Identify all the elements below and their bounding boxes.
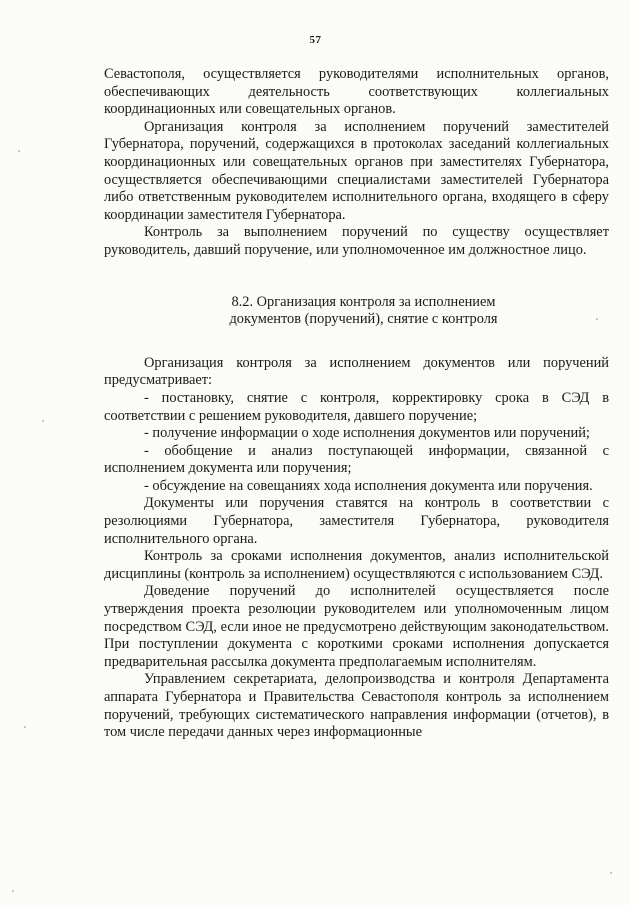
paragraph-resolutions: Документы или поручения ставятся на контроль в соответствии с резолюциями Губернатора, заместителя Губернатора, руководителя исполнительного органа. bbox=[104, 495, 609, 547]
list-item-discussion: - обсуждение на совещаниях хода исполнения документа или поручения. bbox=[144, 477, 593, 494]
scan-speck bbox=[610, 872, 612, 874]
paragraph-secretariat: Управлением секретариата, делопроизводства и контроля Департамента аппарата Губернатора и Правительства Севастополя контроль за исполнением поручений, требующих систематического направления информации (отчетов), в том числе передачи данных через информационные bbox=[104, 671, 609, 741]
section-spacer bbox=[104, 329, 609, 355]
paragraph-delivery: Доведение поручений до исполнителей осуществляется после утверждения проекта резолюции руководителем или уполномоченным лицом посредством СЭД, если иное не предусмотрено действующим законодательством. При поступлении документа с короткими сроками исполнения допускается предварительная рассылка документа предполагаемым исполнителям. bbox=[104, 583, 609, 670]
document-body bbox=[104, 66, 609, 742]
scan-speck bbox=[596, 318, 598, 320]
page-number: 57 bbox=[309, 34, 322, 46]
paragraph-control-provides: Организация контроля за исполнением документов или поручений предусматривает: bbox=[104, 354, 609, 389]
paragraph-continuation: Севастополя, осуществляется руководителями исполнительных органов, обеспечивающих деятельность соответствующих коллегиальных координационных или совещательных органов. bbox=[104, 66, 609, 118]
section-heading-line-2: документов (поручений), снятие с контроля bbox=[229, 311, 498, 328]
section-heading-line-1: 8.2. Организация контроля за исполнением bbox=[231, 293, 496, 310]
paragraph-deadline-control: Контроль за сроками исполнения документов, анализ исполнительской дисциплины (контроль за исполнением) осуществляются с использованием СЭД. bbox=[104, 548, 609, 582]
section-spacer bbox=[104, 260, 609, 294]
paragraph-deputy-control: Организация контроля за исполнением поручений заместителей Губернатора, поручений, содержащихся в протоколах заседаний коллегиальных координационных или совещательных органов при заместителях Губернатора, осуществляется обеспечивающими специалистами заместителей Губернатора либо ответственным руководителем исполнительного органа, входящего в сферу координации заместителя Губернатора. bbox=[104, 118, 609, 223]
scan-speck bbox=[24, 726, 26, 728]
list-item-analysis: - обобщение и анализ поступающей информации, связанной с исполнением документа или поручения; bbox=[104, 442, 609, 477]
paragraph-control-essence: Контроль за выполнением поручений по существу осуществляет руководитель, давший поручение, или уполномоченное им должностное лицо. bbox=[104, 224, 609, 258]
scan-speck bbox=[42, 420, 44, 422]
scan-speck bbox=[18, 150, 20, 152]
list-item-getting-info: - получение информации о ходе исполнения документов или поручений; bbox=[144, 425, 590, 442]
list-item-setting-control: - постановку, снятие с контроля, корректировку срока в СЭД в соответствии с решением руководителя, давшего поручение; bbox=[104, 389, 609, 424]
scan-speck bbox=[12, 890, 14, 892]
